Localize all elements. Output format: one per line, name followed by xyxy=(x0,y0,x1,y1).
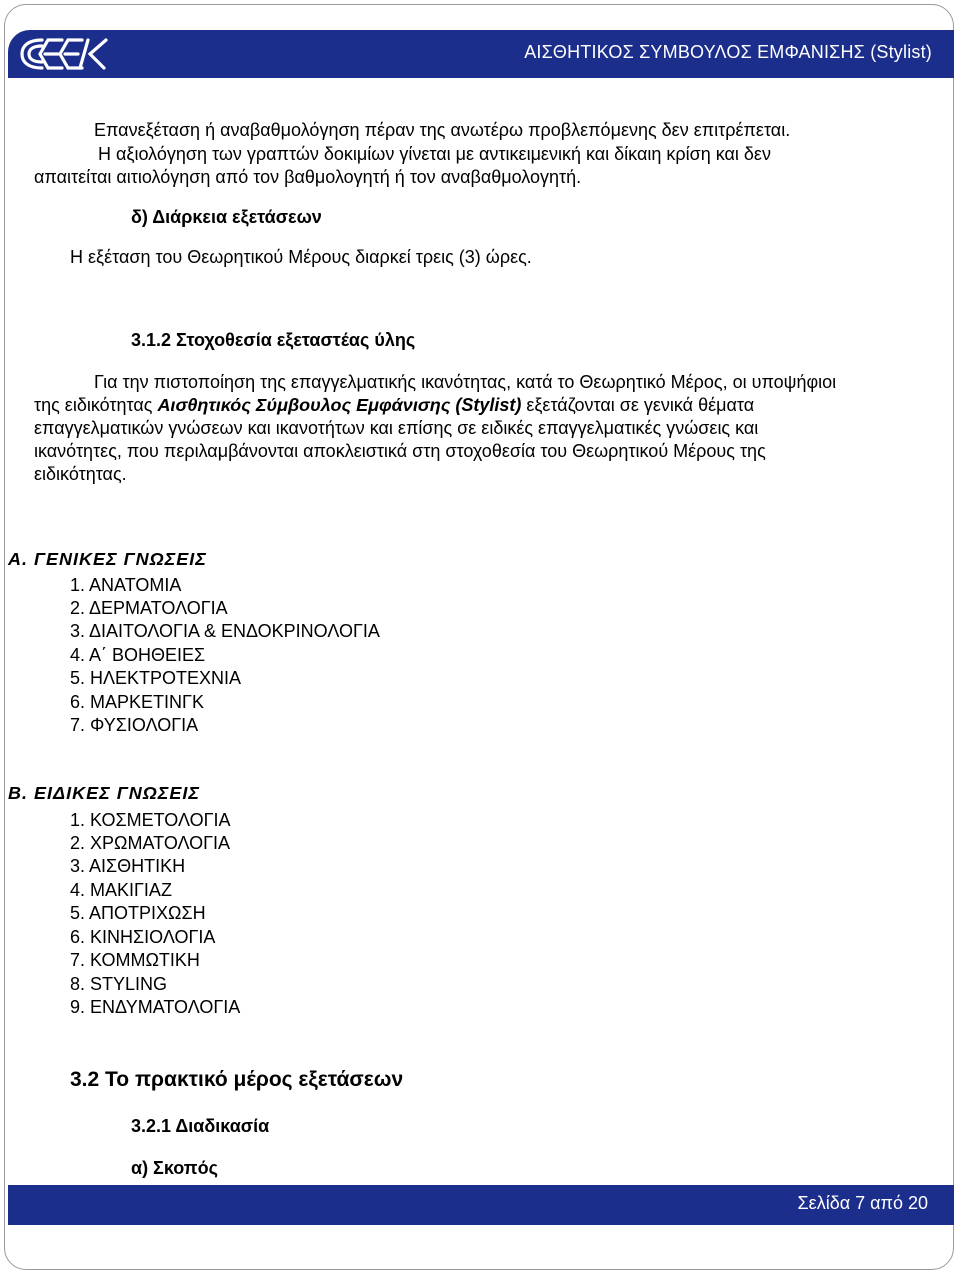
general-knowledge-heading: Α. ΓΕΝΙΚΕΣ ΓΝΩΣΕΙΣ xyxy=(8,549,207,569)
intro-line-2: Η αξιολόγηση των γραπτών δοκιμίων γίνεται με αντικειμενική και δίκαιη κρίση και δεν xyxy=(98,144,771,164)
syllabus-line-3: επαγγελματικών γνώσεων και ικανοτήτων και επίσης σε ειδικές επαγγελματικές γνώσεις και xyxy=(34,418,759,438)
purpose-heading: α) Σκοπός xyxy=(131,1158,218,1178)
intro-line-1: Επανεξέταση ή αναβαθμολόγηση πέραν της ανωτέρω προβλεπόμενης δεν επιτρέπεται. xyxy=(94,120,791,140)
general-item: 2. ΔΕΡΜΑΤΟΛΟΓΙΑ xyxy=(70,598,228,618)
general-item: 1. ΑΝΑΤΟΜΙΑ xyxy=(70,575,182,595)
syllabus-line-2-pre: της ειδικότητας xyxy=(34,395,158,415)
specific-item: 7. ΚΟΜΜΩΤΙΚΗ xyxy=(70,950,200,970)
specific-item: 6. ΚΙΝΗΣΙΟΛΟΓΙΑ xyxy=(70,927,216,947)
specialty-name: Αισθητικός Σύμβουλος Εμφάνισης (Stylist) xyxy=(157,395,522,415)
syllabus-line-4: ικανότητες, που περιλαμβάνονται αποκλειστικά στη στοχοθεσία του Θεωρητικού Μέρους της xyxy=(34,441,766,461)
specific-item: 1. ΚΟΣΜΕΤΟΛΟΓΙΑ xyxy=(70,810,231,830)
general-item: 4. Α΄ ΒΟΗΘΕΙΕΣ xyxy=(70,645,206,665)
specific-item: 5. ΑΠΟΤΡΙΧΩΣΗ xyxy=(70,903,206,923)
syllabus-heading: 3.1.2 Στοχοθεσία εξεταστέας ύλης xyxy=(131,330,416,350)
document-title: ΑΙΣΘΗΤΙΚΟΣ ΣΥΜΒΟΥΛΟΣ ΕΜΦΑΝΙΣΗΣ (Stylist) xyxy=(524,42,932,62)
duration-heading: δ) Διάρκεια εξετάσεων xyxy=(131,207,322,227)
duration-text: Η εξέταση του Θεωρητικού Μέρους διαρκεί τρεις (3) ώρες. xyxy=(70,247,532,267)
page-number: Σελίδα 7 από 20 xyxy=(797,1193,928,1213)
procedure-heading: 3.2.1 Διαδικασία xyxy=(131,1116,270,1136)
specific-item: 8. STYLING xyxy=(70,974,168,994)
syllabus-line-5: ειδικότητας. xyxy=(34,464,127,484)
specific-knowledge-heading: Β. ΕΙΔΙΚΕΣ ΓΝΩΣΕΙΣ xyxy=(8,783,201,803)
specific-item: 4. ΜΑΚΙΓΙΑΖ xyxy=(70,880,172,900)
practical-heading: 3.2 Το πρακτικό μέρος εξετάσεων xyxy=(70,1068,404,1091)
logo-icon xyxy=(18,32,110,76)
general-item: 5. ΗΛΕΚΤΡΟΤΕΧΝΙΑ xyxy=(70,668,242,688)
syllabus-line-2 xyxy=(34,394,754,416)
specific-item: 9. ΕΝΔΥΜΑΤΟΛΟΓΙΑ xyxy=(70,997,241,1017)
general-item: 6. ΜΑΡΚΕΤΙΝΓΚ xyxy=(70,692,204,712)
specific-item: 3. ΑΙΣΘΗΤΙΚΗ xyxy=(70,856,186,876)
intro-line-3: απαιτείται αιτιολόγηση από τον βαθμολογητή ή τον αναβαθμολογητή. xyxy=(34,167,582,187)
general-item: 3. ΔΙΑΙΤΟΛΟΓΙΑ & ΕΝΔΟΚΡΙΝΟΛΟΓΙΑ xyxy=(70,621,380,641)
general-item: 7. ΦΥΣΙΟΛΟΓΙΑ xyxy=(70,715,199,735)
syllabus-line-2-post: εξετάζονται σε γενικά θέματα xyxy=(521,395,755,415)
specific-item: 2. ΧΡΩΜΑΤΟΛΟΓΙΑ xyxy=(70,833,231,853)
syllabus-line-1: Για την πιστοποίηση της επαγγελματικής ικανότητας, κατά το Θεωρητικό Μέρος, οι υποψήφιοι xyxy=(94,372,837,392)
